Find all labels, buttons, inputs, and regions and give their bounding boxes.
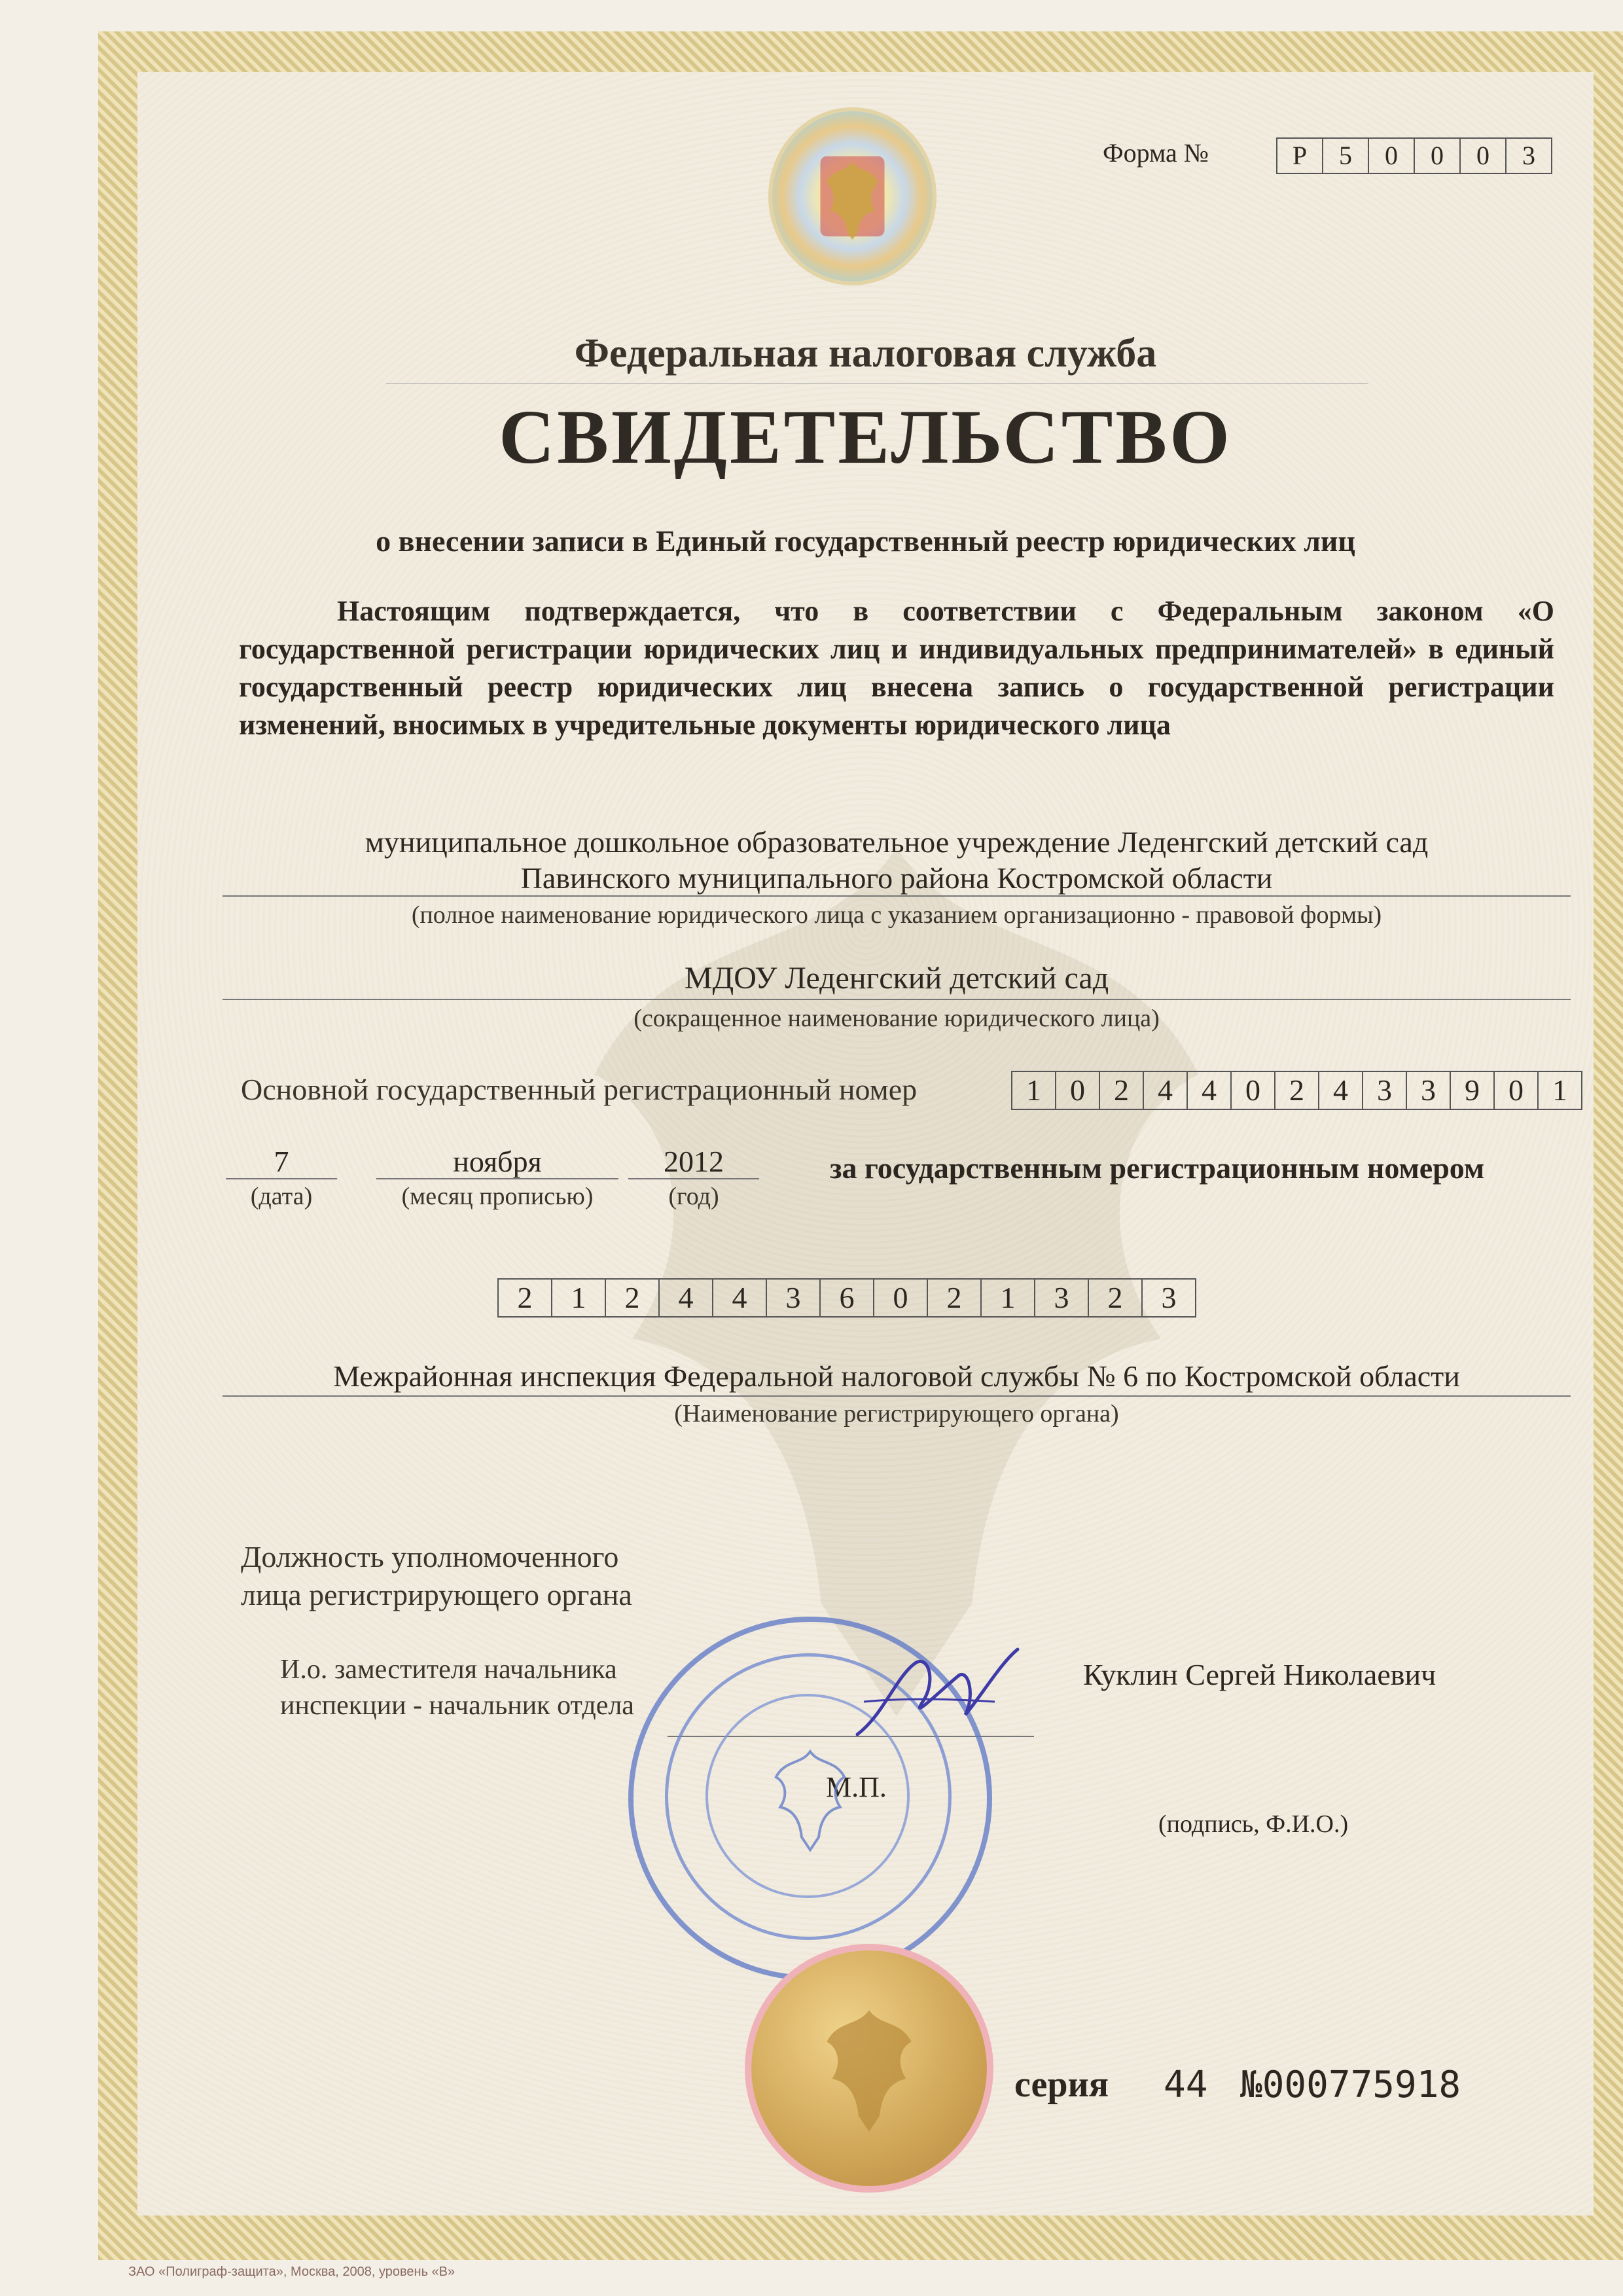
form-number-cell: Р <box>1277 139 1323 173</box>
date-day-underline <box>226 1178 337 1179</box>
ogrn-digit-cell: 0 <box>1495 1072 1539 1109</box>
grn-number-cells <box>497 1278 1196 1318</box>
ogrn-digit-cell: 3 <box>1407 1072 1451 1109</box>
grn-digit-cell: 2 <box>928 1280 982 1316</box>
printer-footnote: ЗАО «Полиграф-защита», Москва, 2008, уровень «В» <box>128 2265 455 2279</box>
header-divider <box>386 383 1368 384</box>
grn-digit-cell: 2 <box>1089 1280 1143 1316</box>
grn-digit-cell: 1 <box>552 1280 606 1316</box>
grn-digit-cell: 0 <box>874 1280 928 1316</box>
short-name-underline <box>223 999 1571 1000</box>
full-name-line2: Павинского муниципального района Костромской области <box>520 861 1273 895</box>
signatory-position-line1: И.о. заместителя начальника <box>280 1655 617 1685</box>
ogrn-digit-cell: 9 <box>1451 1072 1495 1109</box>
seal-eagle-icon <box>810 2000 928 2137</box>
authority-caption: (Наименование регистрирующего органа) <box>674 1400 1119 1427</box>
grn-digit-cell: 6 <box>821 1280 874 1316</box>
signatory-name: Куклин Сергей Николаевич <box>1083 1658 1436 1691</box>
short-name-caption: (сокращенное наименование юридического лица) <box>633 1005 1160 1032</box>
form-number-cells <box>1276 137 1552 174</box>
ogrn-digit-cell: 4 <box>1188 1072 1232 1109</box>
reg-number-label: за государственным регистрационным номером <box>830 1151 1485 1185</box>
grn-digit-cell: 2 <box>499 1280 552 1316</box>
service-name: Федеральная налоговая служба <box>574 331 1157 376</box>
date-year-underline <box>628 1178 759 1179</box>
signature-scribble <box>844 1636 1027 1754</box>
date-month: ноября <box>453 1145 542 1178</box>
ogrn-number-cells <box>1011 1071 1582 1110</box>
signatory-heading-line1: Должность уполномоченного <box>241 1540 619 1573</box>
grn-digit-cell: 1 <box>982 1280 1035 1316</box>
stamp-eagle-icon <box>761 1743 859 1854</box>
ogrn-digit-cell: 0 <box>1232 1072 1275 1109</box>
ogrn-digit-cell: 3 <box>1363 1072 1407 1109</box>
form-number-cell: 0 <box>1369 139 1415 173</box>
series-label: серия <box>1014 2064 1109 2105</box>
ogrn-digit-cell: 1 <box>1012 1072 1056 1109</box>
grn-digit-cell: 4 <box>713 1280 767 1316</box>
date-day-caption: (дата) <box>250 1183 313 1210</box>
ogrn-digit-cell: 4 <box>1144 1072 1188 1109</box>
form-number-cell: 5 <box>1323 139 1369 173</box>
mp-label: М.П. <box>826 1771 887 1803</box>
date-month-underline <box>376 1178 618 1179</box>
grn-digit-cell: 3 <box>1035 1280 1089 1316</box>
authority-underline <box>223 1395 1571 1397</box>
ogrn-digit-cell: 2 <box>1100 1072 1144 1109</box>
short-name: МДОУ Леденгский детский сад <box>684 961 1109 996</box>
gold-seal <box>751 1950 987 2186</box>
full-name-line1: муниципальное дошкольное образовательное учреждение Леденгский детский сад <box>365 825 1429 859</box>
series-value: 44 <box>1164 2064 1208 2106</box>
grn-digit-cell: 4 <box>660 1280 713 1316</box>
date-day: 7 <box>274 1145 289 1178</box>
ogrn-digit-cell: 1 <box>1552 1073 1567 1107</box>
date-year-caption: (год) <box>668 1183 719 1210</box>
signatory-heading-line2: лица регистрирующего органа <box>241 1578 632 1611</box>
series-number: №000775918 <box>1240 2064 1461 2106</box>
signature-caption: (подпись, Ф.И.О.) <box>1158 1810 1349 1838</box>
grn-digit-cell: 3 <box>1161 1281 1177 1314</box>
full-name-caption: (полное наименование юридического лица с указанием организационно - правовой формы) <box>411 901 1382 929</box>
grn-digit-cell: 2 <box>606 1280 660 1316</box>
authority-name: Межрайонная инспекция Федеральной налоговой службы № 6 по Костромской области <box>333 1359 1460 1393</box>
subtitle: о внесении записи в Единый государственный реестр юридических лиц <box>376 524 1355 558</box>
ogrn-label: Основной государственный регистрационный номер <box>241 1073 918 1106</box>
full-name-underline <box>223 895 1571 897</box>
ogrn-digit-cell: 0 <box>1056 1072 1100 1109</box>
body-paragraph: Настоящим подтверждается, что в соответствии с Федеральным законом «О государственной регистрации юридических лиц и индивидуальных предпринимателей» в единый государственный реестр юридических лиц внесена запись о государственной регистрации изменений, вносимых в учредительные документы юридического лица <box>239 595 1554 741</box>
date-month-caption: (месяц прописью) <box>401 1183 594 1210</box>
ogrn-digit-cell: 2 <box>1275 1072 1319 1109</box>
date-year: 2012 <box>664 1145 724 1178</box>
page-title: СВИДЕТЕЛЬСТВО <box>499 394 1232 480</box>
ogrn-digit-cell: 4 <box>1319 1072 1363 1109</box>
form-number-cell: 0 <box>1461 139 1507 173</box>
form-label: Форма № <box>1103 138 1209 168</box>
form-number-cell: 0 <box>1415 139 1461 173</box>
grn-digit-cell: 3 <box>767 1280 821 1316</box>
signatory-position-line2: инспекции - начальник отдела <box>280 1691 634 1721</box>
hologram-emblem-icon <box>772 111 933 281</box>
form-number-cell: 3 <box>1522 141 1535 170</box>
